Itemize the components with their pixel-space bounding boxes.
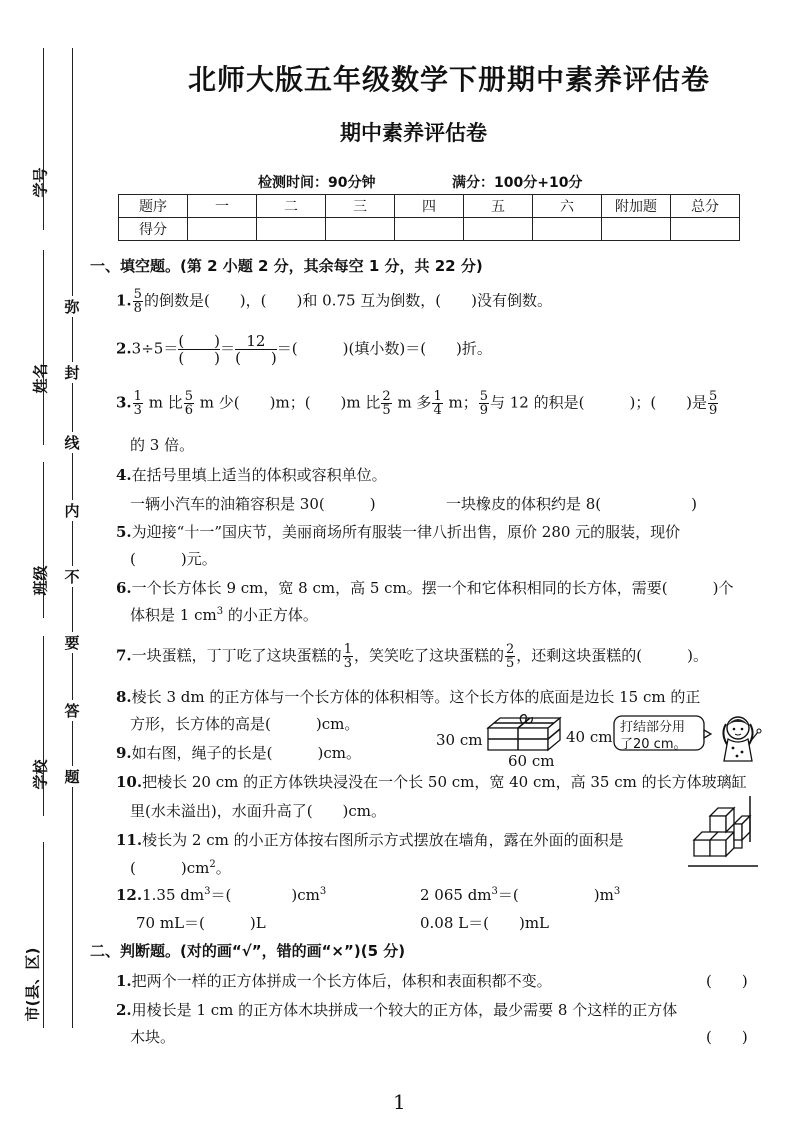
numerator: 5 <box>479 389 488 404</box>
question-text: 一个长方体长 9 cm，宽 8 cm，高 5 cm。摆一个和它体积相同的长方体，需要( )个 <box>131 579 734 597</box>
question-text: 把棱长 20 cm 的正方体铁块浸没在一个长 50 cm，宽 40 cm，高 35 cm 的长方体玻璃缸 <box>142 773 747 791</box>
fraction <box>133 288 143 315</box>
question-text: ，笑笑吃了这块蛋糕的 <box>353 646 504 665</box>
question-text: 的倒数是( )，( )和 0.75 互为倒数，( )没有倒数。 <box>143 291 553 310</box>
bubble-text-line1: 打结部分用 <box>620 720 686 735</box>
question-text: 棱长 3 dm 的正方体与一个长方体的体积相等。这个长方体的底面是边长 15 cm 的正 <box>131 688 701 706</box>
question-1-4-b: 一块橡皮的体积约是 8( ) <box>446 495 698 513</box>
question-2-1 <box>116 970 552 991</box>
question-text: ＝( )(填小数)＝( )折。 <box>276 339 492 358</box>
denominator: 8 <box>133 301 142 316</box>
answer-paren[interactable]: ( ) <box>706 972 748 990</box>
question-text: 为迎接“十一”国庆节，美丽商场所有服装一律八折出售，原价 280 元的服装，现价 <box>131 523 681 541</box>
question-1-6-line2 <box>130 604 318 625</box>
question-text: ，还剩这块蛋糕的( )。 <box>516 646 708 665</box>
question-1-10 <box>116 771 747 792</box>
fraction <box>133 390 143 417</box>
fraction <box>708 390 718 417</box>
question-text: 把两个一样的正方体拼成一个长方体后，体积和表面积都不变。 <box>131 972 552 990</box>
question-text: m 比 <box>143 393 183 412</box>
numerator: 5 <box>184 389 193 404</box>
question-1-12-b <box>420 884 620 905</box>
score-cell[interactable] <box>464 218 533 241</box>
question-number: 1. <box>116 291 132 310</box>
question-number: 11. <box>116 831 143 849</box>
seal-char: 题 <box>60 766 84 787</box>
seal-char: 不 <box>60 566 84 587</box>
numerator: 2 <box>505 642 515 657</box>
question-number: 5. <box>116 523 132 541</box>
score-header-cell: 五 <box>464 195 533 218</box>
box-height-label: 30 cm <box>436 731 483 749</box>
question-number: 3. <box>116 393 132 412</box>
answer-paren[interactable]: ( ) <box>706 1028 748 1046</box>
seal-char: 弥 <box>60 296 84 317</box>
margin-label-city: 市(县、区) <box>23 947 42 1022</box>
seal-char: 内 <box>60 500 84 521</box>
fraction <box>505 643 515 670</box>
stacked-cubes-figure <box>688 796 764 868</box>
question-text: 。 <box>215 859 231 877</box>
question-text: m 少( )m；( )m 比 <box>195 393 381 412</box>
question-1-4-a: 一辆小汽车的油箱容积是 30( ) <box>130 495 376 513</box>
score-header-cell: 四 <box>395 195 464 218</box>
margin-label-name: 姓名 <box>31 363 50 394</box>
question-number: 9. <box>116 744 132 762</box>
score-header-cell: 二 <box>257 195 326 218</box>
question-text: 2 065 dm <box>420 886 492 904</box>
box-width-label: 40 cm <box>566 728 613 746</box>
page-number: 1 <box>393 1090 406 1114</box>
question-1-5 <box>116 521 680 542</box>
score-header-cell: 总分 <box>671 195 740 218</box>
denominator: 5 <box>505 656 515 671</box>
score-header-cell: 三 <box>326 195 395 218</box>
margin-label-class: 班级 <box>31 565 50 596</box>
numerator: 2 <box>382 389 391 404</box>
denominator: 3 <box>343 656 352 671</box>
superscript: 3 <box>216 606 224 617</box>
fraction-blank <box>178 333 220 366</box>
seal-line <box>72 48 73 1028</box>
question-number: 2. <box>116 339 132 358</box>
numerator: 5 <box>709 389 718 404</box>
tied-box-figure <box>484 712 564 754</box>
seal-char: 封 <box>60 362 84 383</box>
fraction <box>479 390 489 417</box>
score-table <box>118 194 740 241</box>
numerator: 1 <box>343 642 352 657</box>
superscript: 2 <box>209 859 216 870</box>
page-subtitle: 期中素养评估卷 <box>340 121 487 145</box>
question-1-11 <box>116 829 624 850</box>
superscript: 3 <box>319 886 327 897</box>
denominator: 5 <box>382 403 391 418</box>
denominator: 4 <box>433 403 442 418</box>
denominator: ( ) <box>178 349 221 367</box>
question-1-4 <box>116 464 387 485</box>
exam-time: 检测时间：90分钟 <box>258 175 376 191</box>
question-number: 4. <box>116 466 132 484</box>
score-cell[interactable] <box>257 218 326 241</box>
superscript: 3 <box>491 886 498 897</box>
score-header-cell: 附加题 <box>602 195 671 218</box>
question-number: 10. <box>116 773 143 791</box>
question-1-12-c: 70 mL＝( )L <box>136 914 266 932</box>
question-1-5-line2: ( )元。 <box>130 550 217 568</box>
question-text: 3÷5＝ <box>131 339 179 358</box>
fraction <box>432 390 442 417</box>
question-text: 1.35 dm <box>142 886 205 904</box>
score-header-cell: 六 <box>533 195 602 218</box>
full-score: 满分：100分+10分 <box>452 175 583 191</box>
question-text: m 多 <box>392 393 432 412</box>
question-text: 的小正方体。 <box>223 606 318 624</box>
fraction <box>381 390 391 417</box>
numerator: 5 <box>133 287 142 302</box>
question-1-6 <box>116 577 734 598</box>
margin-label-student-id: 学号 <box>31 167 50 198</box>
question-text: m； <box>443 393 478 412</box>
numerator: 1 <box>133 389 142 404</box>
question-text: ( )cm <box>130 859 210 877</box>
question-text: 体积是 1 cm <box>130 606 217 624</box>
question-2-2-line2: 木块。 <box>130 1028 176 1046</box>
question-text: 用棱长是 1 cm 的正方体木块拼成一个较大的正方体，最少需要 8 个这样的正方体 <box>131 1001 678 1019</box>
superscript: 3 <box>613 886 621 897</box>
fraction-blank <box>235 333 277 366</box>
denominator: 9 <box>479 403 488 418</box>
bubble-text-line2: 了20 cm。 <box>620 737 687 752</box>
question-text: 一块蛋糕，丁丁吃了这块蛋糕的 <box>131 646 342 665</box>
question-number: 12. <box>116 886 143 904</box>
score-cell[interactable] <box>326 218 395 241</box>
question-1-2 <box>116 333 492 366</box>
question-1-3-line2: 的 3 倍。 <box>130 436 195 454</box>
score-cell[interactable] <box>533 218 602 241</box>
numerator: 12 <box>235 333 277 350</box>
superscript: 3 <box>204 886 211 897</box>
question-text: ＝( )m <box>497 886 614 904</box>
question-1-9 <box>116 742 361 763</box>
question-2-2 <box>116 999 677 1020</box>
question-text: 与 12 的积是( )；( )是 <box>490 393 708 412</box>
question-1-8-line2: 方形，长方体的高是( )cm。 <box>130 715 360 733</box>
question-1-7 <box>116 643 708 670</box>
page-title: 北师大版五年级数学下册期中素养评估卷 <box>188 63 711 96</box>
score-cell[interactable] <box>671 218 740 241</box>
denominator: 9 <box>709 403 718 418</box>
margin-line <box>43 842 44 1028</box>
denominator: ( ) <box>235 349 277 367</box>
equals-sign: ＝ <box>220 339 236 358</box>
numerator: 1 <box>433 389 442 404</box>
score-header-cell: 一 <box>188 195 257 218</box>
fraction <box>184 390 194 417</box>
margin-label-school: 学校 <box>31 759 50 790</box>
question-number: 6. <box>116 579 132 597</box>
question-text: ＝( )cm <box>210 886 320 904</box>
question-1-3 <box>116 390 719 417</box>
question-number: 1. <box>116 972 132 990</box>
numerator: ( ) <box>178 332 221 350</box>
score-row-label: 得分 <box>119 218 188 241</box>
section-2-heading: 二、判断题。(对的画“√”，错的画“×”)(5 分) <box>90 942 406 960</box>
denominator: 3 <box>133 403 142 418</box>
margin-line <box>43 48 44 230</box>
seal-char: 要 <box>60 632 84 653</box>
score-cell[interactable] <box>188 218 257 241</box>
seal-char: 答 <box>60 700 84 721</box>
question-1-12-a <box>116 884 326 905</box>
score-header-cell: 题序 <box>119 195 188 218</box>
score-cell[interactable] <box>602 218 671 241</box>
fraction <box>343 643 353 670</box>
box-length-label: 60 cm <box>508 752 555 770</box>
question-1-11-line2 <box>130 857 231 878</box>
question-text: 如右图，绳子的长是( )cm。 <box>131 744 362 762</box>
denominator: 6 <box>184 403 193 418</box>
question-text: 在括号里填上适当的体积或容积单位。 <box>131 466 387 484</box>
score-table-score-row <box>119 218 740 241</box>
score-cell[interactable] <box>395 218 464 241</box>
question-1-10-line2: 里(水未溢出)，水面升高了( )cm。 <box>130 802 387 820</box>
section-1-heading: 一、填空题。(第 2 小题 2 分，其余每空 1 分，共 22 分) <box>90 257 483 275</box>
question-number: 7. <box>116 646 132 665</box>
question-1-1 <box>116 288 552 315</box>
question-1-12-d: 0.08 L＝( )mL <box>420 914 550 932</box>
margin-line <box>43 250 44 445</box>
question-text: 棱长为 2 cm 的小正方体按右图所示方式摆放在墙角，露在外面的面积是 <box>142 831 624 849</box>
question-1-8 <box>116 686 700 707</box>
question-number: 2. <box>116 1001 132 1019</box>
question-number: 8. <box>116 688 132 706</box>
score-table-header-row <box>119 195 740 218</box>
seal-char: 线 <box>60 432 84 453</box>
girl-illustration <box>712 712 768 768</box>
